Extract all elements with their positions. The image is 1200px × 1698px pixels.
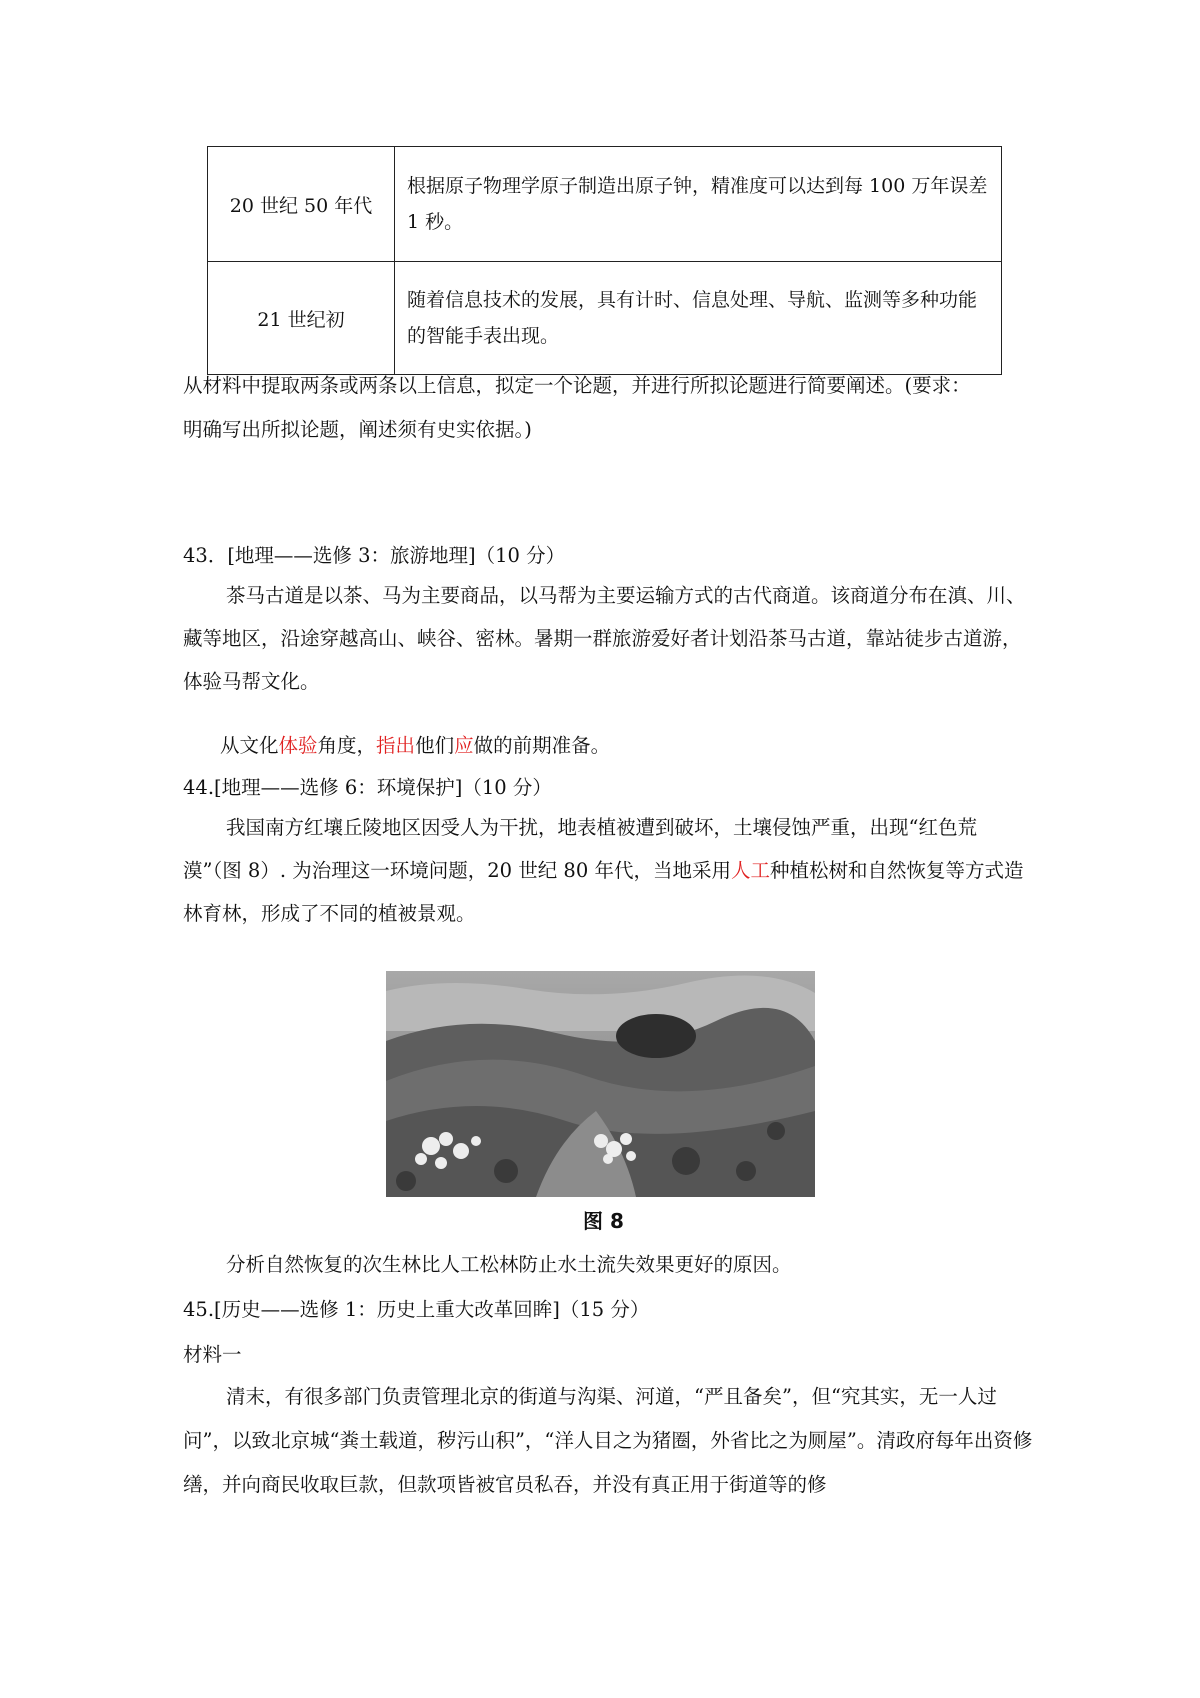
figure-caption: 图 8 xyxy=(583,1209,624,1233)
prompt-text: 角度， xyxy=(317,734,377,757)
table-row xyxy=(208,147,1002,262)
era-cell: 21 世纪初 xyxy=(208,262,395,375)
question-43-prompt xyxy=(220,730,610,758)
material-label: 材料一 xyxy=(183,1343,242,1366)
prompt-highlight: 体验 xyxy=(278,734,318,757)
timeline-table xyxy=(207,146,1002,375)
paragraph-text: 我国南方红壤丘陵地区因受人为干扰，地表植被遭到破坏，土壤侵蚀严重，出现“红色荒漠”（图 8）. 为治理这一环境问题，20 世纪 80 年代，当地采用 xyxy=(183,816,977,882)
table-row xyxy=(208,262,1002,375)
question-45-paragraph: 清末，有很多部门负责管理北京的街道与沟渠、河道，“严且备矣”，但“究其实，无一人过问”，以致北京城“粪土载道，秽污山积”，“洋人目之为猪圈，外省比之为厕屋”。清政府每年出资修缮，并向商民收取巨款，但款项皆被官员私吞，并没有真正用于街道等的修 xyxy=(183,1385,1033,1496)
era-cell: 20 世纪 50 年代 xyxy=(208,147,395,262)
question-43-paragraph: 茶马古道是以茶、马为主要商品，以马帮为主要运输方式的古代商道。该商道分布在滇、川、藏等地区，沿途穿越高山、峡谷、密林。暑期一群旅游爱好者计划沿茶马古道，靠站徒步古道游，体验马帮文化。 xyxy=(183,584,1026,693)
question-43-heading: 43．[地理——选修 3：旅游地理]（10 分） xyxy=(183,544,566,567)
question-44-prompt: 分析自然恢复的次生林比人工松林防止水土流失效果更好的原因。 xyxy=(226,1253,792,1276)
description-cell: 根据原子物理学原子制造出原子钟，精准度可以达到每 100 万年误差 1 秒。 xyxy=(395,147,1002,262)
prompt-text: 做的前期准备。 xyxy=(473,734,611,757)
hills-photo-illustration xyxy=(386,971,815,1197)
prompt-highlight: 应 xyxy=(454,734,474,757)
question-44-heading: 44.[地理——选修 6：环境保护]（10 分） xyxy=(183,776,552,799)
task-instruction-line-1: 从材料中提取两条或两条以上信息，拟定一个论题，并进行所拟论题进行简要阐述。(要求： xyxy=(183,374,971,397)
figure-8-photo xyxy=(386,971,815,1197)
prompt-text: 从文化 xyxy=(220,734,279,757)
prompt-highlight: 指出 xyxy=(376,734,416,757)
prompt-text: 他们 xyxy=(415,734,455,757)
question-44-paragraph xyxy=(183,806,1033,935)
task-instruction-line-2: 明确写出所拟论题，阐述须有史实依据。) xyxy=(183,418,532,441)
paragraph-highlight: 人工 xyxy=(730,859,770,882)
description-cell: 随着信息技术的发展，具有计时、信息处理、导航、监测等多种功能的智能手表出现。 xyxy=(395,262,1002,375)
question-45-heading: 45.[历史——选修 1：历史上重大改革回眸]（15 分） xyxy=(183,1298,650,1321)
paragraph-text: 种植松树和自然恢复等方式造林育林，形成了不同的植被景观。 xyxy=(183,859,1024,925)
